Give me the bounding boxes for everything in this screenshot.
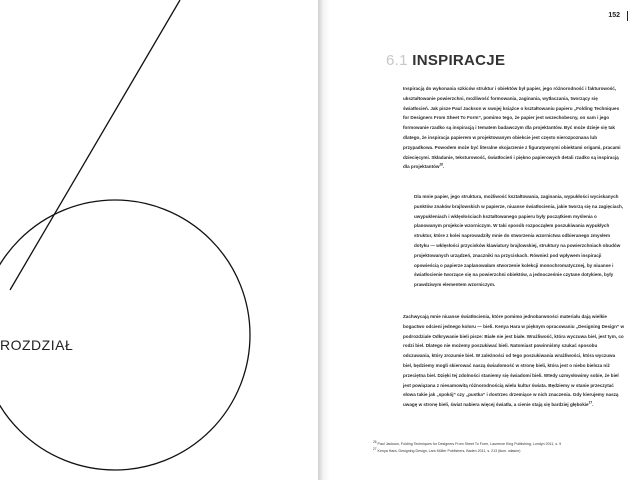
footnote-text: Kenya Hara, Designing Design, Lars Müller Publishers, Baden 2011, s. 213 (tłum. własne) xyxy=(377,449,521,453)
footnote-ref-26: 26 xyxy=(439,162,444,167)
body-paragraph-1: Inspiracją do wykonania szkiców struktur i obiektów był papier, jego różnorodność i fakturowość, ukształtowanie powierzchni, możliwość formowania, zaginania, wytłaczania, tworzący się światłocień. Jak pisze Paul Jackson w swojej książce o kształtowaniu papieru „Folding Techniques for Designers From Sheet To Form”, pomimo tego, że papier jest wszechobecny, on sam i jego formowanie rzadko są inspiracją i tematem badawczym dla projektantów. Być może dzieje się tak dlatego, że inspiracja papierem w projektowanym obiekcie jest często nierozpoznana lub przypadkowa. Powodem może być literalne skojarzenie z figuratywnymi obiektami origami, pracami dziecięcymi. Składanie, teksturowość, światłocień i piękno papierowych detali rzadko są inspiracją dla projektantów$^{26}$. xyxy=(403,86,621,170)
right-page xyxy=(330,0,640,480)
paragraph-1-text: Inspiracją do wykonania szkiców struktur i obiektów był papier, jego różnorodność i fakturowość, ukształtowanie powierzchni, możliwość formowania, zaginania, wytłaczania, tworzący się światłocień. Jak pisze Paul Jackson w swojej książce o kształtowaniu papieru „Folding Techniques for Designers From Sheet To Form”, pomimo tego, że papier jest wszechobecny, on sam i jego formowanie rzadko są inspiracją i tematem badawczym dla projektantów. Być może dzieje się tak dlatego, że inspiracja papierem w projektowanym obiekcie jest często nierozpoznana lub przypadkowa. Powodem może być literalne skojarzenie z figuratywnymi obiektami origami, pracami dziecięcymi. Składanie, teksturowość, światłocień i piękno papierowych detali rzadko są inspiracją dla projektantów xyxy=(403,86,621,170)
footnote-26 xyxy=(373,441,561,447)
page-number-rule xyxy=(627,11,628,21)
section-title: INSPIRACJE xyxy=(412,52,506,69)
quote-block xyxy=(414,192,624,290)
chapter-number-six-graphic xyxy=(0,0,318,480)
footnote-mark: 27 xyxy=(373,446,377,451)
paragraph-3-text: Zachwycają mnie niuanse światłocienia, które pomimo jednobarwności materiału dają wielkie bogactwo odcieni jednego koloru — bieli. Kenya Hara w pięknym opracowaniu „Designing Design” w podrozdziale Odkrywanie bieli pisze: Białe nie jest białe. Wrażliwość, która wyczuwa biel, jest tym, co rodzi biel. Dlatego nie możemy poszukiwać bieli. Natomiast powinniśmy szukać sposobu odczuwania, który zrozumie biel. W zależności od tego poszukiwania wrażliwości, która wyczuwa biel, będziemy mogli skierować naszą świadomość w stronę bieli, która jest o niebo bielsza niż przeciętna biel. Dzięki tej zdolności staniemy się świadomi bieli. Wtedy uzmysłowimy sobie, że biel jest powiązana z niesamowitą różnorodnością wielu kultur świata. Będziemy w stanie przeczytać słowa takie jak „spokój” czy „pustka” i dostrzec drzemiące w nich znaczenia. Gdy kierujemy naszą uwagę w stronę bieli, świat nabiera więcej światła, a cienie stają się bardziej głębokie xyxy=(403,314,625,408)
chapter-label: ROZDZIAŁ xyxy=(0,337,74,353)
body-paragraph-3: Zachwycają mnie niuanse światłocienia, które pomimo jednobarwności materiału dają wielkie bogactwo odcieni jednego koloru — bieli. Kenya Hara w pięknym opracowaniu „Designing Design” w podrozdziale Odkrywanie bieli pisze: Białe nie jest białe. Wrażliwość, która wyczuwa biel, jest tym, co rodzi biel. Dlatego nie możemy poszukiwać bieli. Natomiast powinniśmy szukać sposobu odczuwania, który zrozumie biel. W zależności od tego poszukiwania wrażliwości, która wyczuwa biel, będziemy mogli skierować naszą świadomość w stronę bieli, która jest o niebo bielsza niż przeciętna biel. Dzięki tej zdolności staniemy się świadomi bieli. Wtedy uzmysłowimy sobie, że biel jest powiązana z niesamowitą różnorodnością wielu kultur świata. Będziemy w stanie przeczytać słowa takie jak „spokój” czy „pustka” i dostrzec drzemiące w nich znaczenia. Gdy kierujemy naszą uwagę w stronę bieli, świat nabiera więcej światła, a cienie stają się bardziej głębokie$^{27}$. xyxy=(403,314,625,408)
book-gutter xyxy=(318,0,330,480)
section-heading xyxy=(386,52,505,69)
section-number: 6.1 xyxy=(386,52,408,69)
page-number: 152 xyxy=(608,12,620,19)
quote-text: Dla mnie papier, jego struktura, możliwość kształtowania, zaginania, wypukłości wyciskanych punktów znaków brajlowskich w papierze, niuanse światłocienia, jakie tworzą się na zagięciach, uwypukleniach i wklęsłościach kształtowanego papieru były początkiem myślenia o planowanym projekcie wzorniczym. W taki sposób rozpocząłem poszukiwania wypukłych struktur, które z kolei naprowadziły mnie do stworzenia wzornictwa odbieranego zmysłem dotyku — wklęsłości przycisków klawiatury brajlowskiej, struktury na powierzchniach obudów projektowanych urządzeń, znaczniki na przyciskach. Również pod wpływem inspiracji opowieścią o papierze zaplanowałam stworzenie kolekcji monochromatycznej, by niuanse i światłocienie tworzące się na powierzchni obiektów, a jednocześnie czytane dotykiem, były prawdziwym elementem wzorniczym. xyxy=(414,194,624,288)
footnote-ref-27: 27 xyxy=(588,400,593,405)
footnote-27 xyxy=(373,448,521,454)
footnote-mark: 26 xyxy=(373,439,377,444)
left-page xyxy=(0,0,318,480)
footnote-text: Paul Jackson, Folding Techniques for Designers From Sheet To Form, Laurence King Publishing, Londyn 2011, s. 9 xyxy=(377,442,562,446)
